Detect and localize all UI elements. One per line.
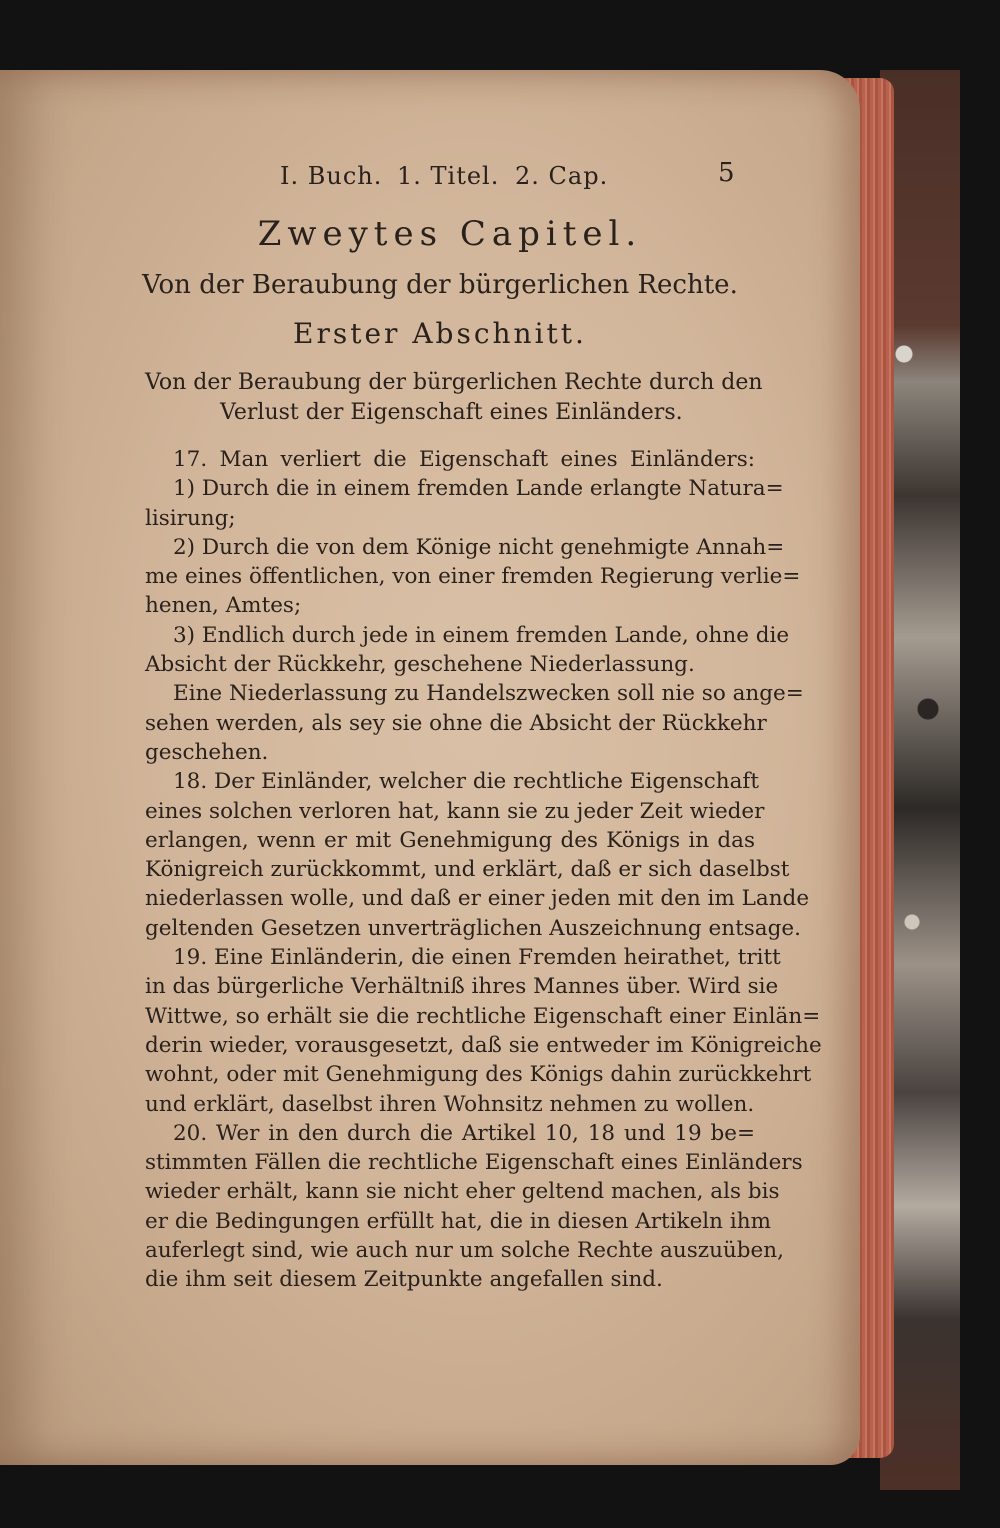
text-line: erlangen, wenn er mit Genehmigung des Königs in das	[145, 827, 755, 853]
text-line: eines solchen verloren hat, kann sie zu jeder Zeit wieder	[145, 798, 765, 824]
text-line: Absicht der Rückkehr, geschehene Niederlassung.	[145, 652, 695, 678]
text-line: 17. Man verliert die Eigenschaft eines Einländers:	[173, 447, 755, 472]
page-number: 5	[718, 158, 736, 188]
section-subtitle-line: Verlust der Eigenschaft eines Einländers.	[220, 400, 683, 425]
section-title: Erster Abschnitt.	[293, 317, 587, 350]
text-line: geschehen.	[145, 739, 269, 765]
header-chapter: 2. Cap.	[515, 162, 609, 190]
text-line: Königreich zurückkommt, und erklärt, daß er sich daselbst	[145, 857, 790, 883]
text-line: derin wieder, vorausgesetzt, daß sie entweder im Königreiche	[145, 1032, 822, 1058]
text-line: auferlegt sind, wie auch nur um solche Rechte auszuüben,	[145, 1238, 784, 1264]
text-line: 18. Der Einländer, welcher die rechtliche Eigenschaft	[173, 769, 760, 795]
section-subtitle-line: Von der Beraubung der bürgerlichen Rechte durch den	[145, 370, 763, 395]
header-book: I. Buch.	[280, 162, 383, 190]
text-line: in das bürgerliche Verhältniß ihres Mannes über. Wird sie	[145, 974, 779, 1000]
text-line: 19. Eine Einländerin, die einen Fremden heirathet, tritt	[173, 945, 781, 971]
text-line: sehen werden, als sey sie ohne die Absicht der Rückkehr	[145, 710, 767, 736]
text-line: lisirung;	[145, 505, 236, 531]
running-header	[280, 158, 750, 202]
text-line: geltenden Gesetzen unverträglichen Auszeichnung entsage.	[145, 915, 801, 941]
text-line: stimmten Fällen die rechtliche Eigenschaft eines Einländers	[145, 1150, 803, 1176]
header-title: 1. Titel.	[397, 162, 500, 190]
section-subtitle	[145, 368, 763, 428]
text-line: me eines öffentlichen, von einer fremden Regierung verlie=	[145, 564, 801, 590]
text-line: 1) Durch die in einem fremden Lande erlangte Natura=	[173, 476, 784, 502]
text-line: wohnt, oder mit Genehmigung des Königs dahin zurückkehrt	[145, 1062, 812, 1088]
text-line: henen, Amtes;	[145, 593, 302, 619]
text-line: 2) Durch die von dem Könige nicht genehmigte Annah=	[173, 534, 785, 560]
text-line: 3) Endlich durch jede in einem fremden Lande, ohne die	[173, 622, 790, 648]
text-line: Wittwe, so erhält sie die rechtliche Eigenschaft einer Einlän=	[145, 1003, 821, 1029]
text-line: die ihm seit diesem Zeitpunkte angefallen sind.	[145, 1267, 663, 1293]
text-line: und erklärt, daselbst ihren Wohnsitz nehmen zu wollen.	[145, 1091, 755, 1117]
chapter-title: Zweytes Capitel.	[257, 214, 643, 254]
text-line: Eine Niederlassung zu Handelszwecken soll nie so ange=	[173, 681, 804, 707]
body-text	[145, 445, 822, 1295]
text-line: wieder erhält, kann sie nicht eher geltend machen, als bis	[145, 1179, 780, 1205]
text-line: er die Bedingungen erfüllt hat, die in diesen Artikeln ihm	[145, 1208, 771, 1234]
chapter-subtitle: Von der Beraubung der bürgerlichen Rechte.	[142, 270, 738, 300]
text-line: niederlassen wolle, und daß er einer jeden mit den im Lande	[145, 886, 810, 912]
text-line: 20. Wer in den durch die Artikel 10, 18 und 19 be=	[173, 1120, 755, 1146]
